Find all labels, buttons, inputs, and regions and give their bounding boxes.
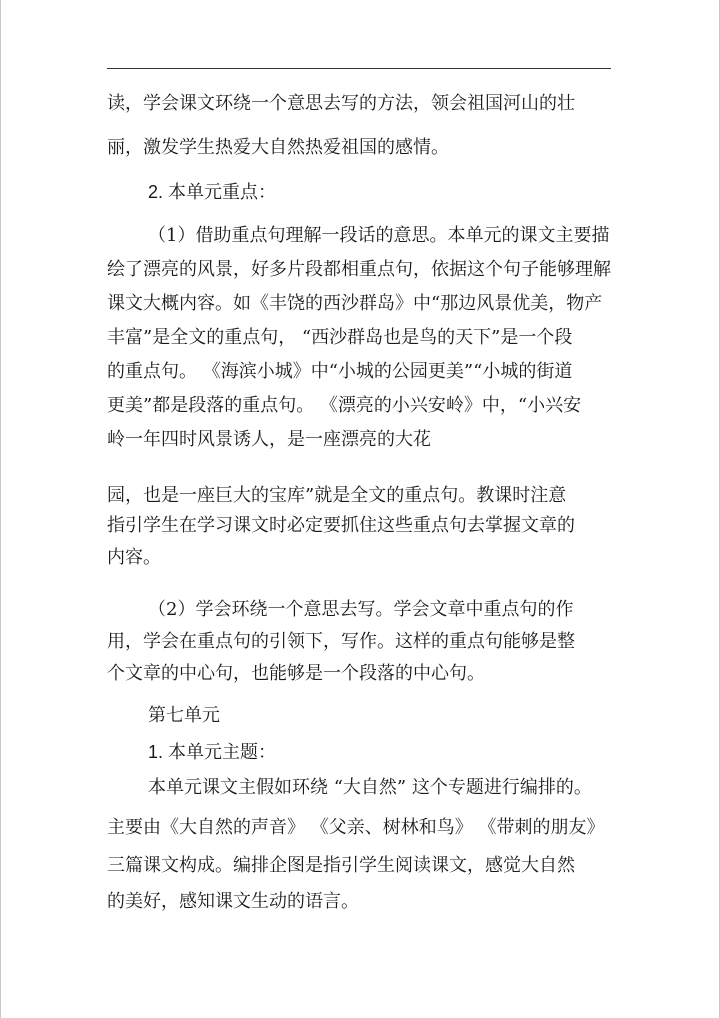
text-line: 更美”都是段落的重点句。 《漂亮的小兴安岭》中，“小兴安 bbox=[107, 395, 582, 416]
page-border-left bbox=[0, 0, 1, 1018]
text-line: （1）借助重点句理解一段话的意思。本单元的课文主要描 bbox=[148, 225, 610, 246]
text-line: 本单元课文主假如环绕 “大自然” 这个专题进行编排的。 bbox=[148, 777, 592, 798]
text-line: 三篇课文构成。编排企图是指引学生阅读课文，感觉大自然 bbox=[107, 855, 575, 876]
text-line: 绘了漂亮的风景，好多片段都相重点句，依据这个句子能够理解 bbox=[107, 259, 611, 280]
text-line: 内容。 bbox=[107, 547, 161, 568]
section-heading: 1. 本单元主题： bbox=[148, 742, 277, 762]
text-line: 个文章的中心句，也能够是一个段落的中心句。 bbox=[107, 663, 485, 684]
text-line: 丽，激发学生热爱大自然热爱祖国的感情。 bbox=[107, 137, 449, 158]
text-line: 课文大概内容。如《丰饶的西沙群岛》中“那边风景优美，物产 bbox=[107, 293, 603, 314]
text-line: 读，学会课文环绕一个意思去写的方法，领会祖国河山的壮 bbox=[107, 93, 575, 114]
text-line: 丰富”是全文的重点句， “西沙群岛也是鸟的天下”是一个段 bbox=[107, 327, 573, 348]
text-line: 的美好，感知课文生动的语言。 bbox=[107, 891, 359, 912]
header-rule bbox=[107, 68, 611, 69]
text-line: 园，也是一座巨大的宝库”就是全文的重点句。教课时注意 bbox=[107, 485, 567, 506]
text-line: 用，学会在重点句的引领下，写作。这样的重点句能够是整 bbox=[107, 631, 575, 652]
text-line: 主要由《大自然的声音》 《父亲、树林和鸟》 《带刺的朋友》 bbox=[107, 817, 605, 838]
text-line: 指引学生在学习课文时必定要抓住这些重点句去掌握文章的 bbox=[107, 515, 575, 536]
text-line: 的重点句。 《海滨小城》中“小城的公园更美”“小城的街道 bbox=[107, 361, 573, 382]
unit-heading: 第七单元 bbox=[148, 705, 220, 726]
text-line: 岭一年四时风景诱人，是一座漂亮的大花 bbox=[107, 429, 431, 450]
section-heading: 2. 本单元重点： bbox=[148, 182, 277, 202]
text-line: （2）学会环绕一个意思去写。学会文章中重点句的作 bbox=[148, 599, 574, 620]
